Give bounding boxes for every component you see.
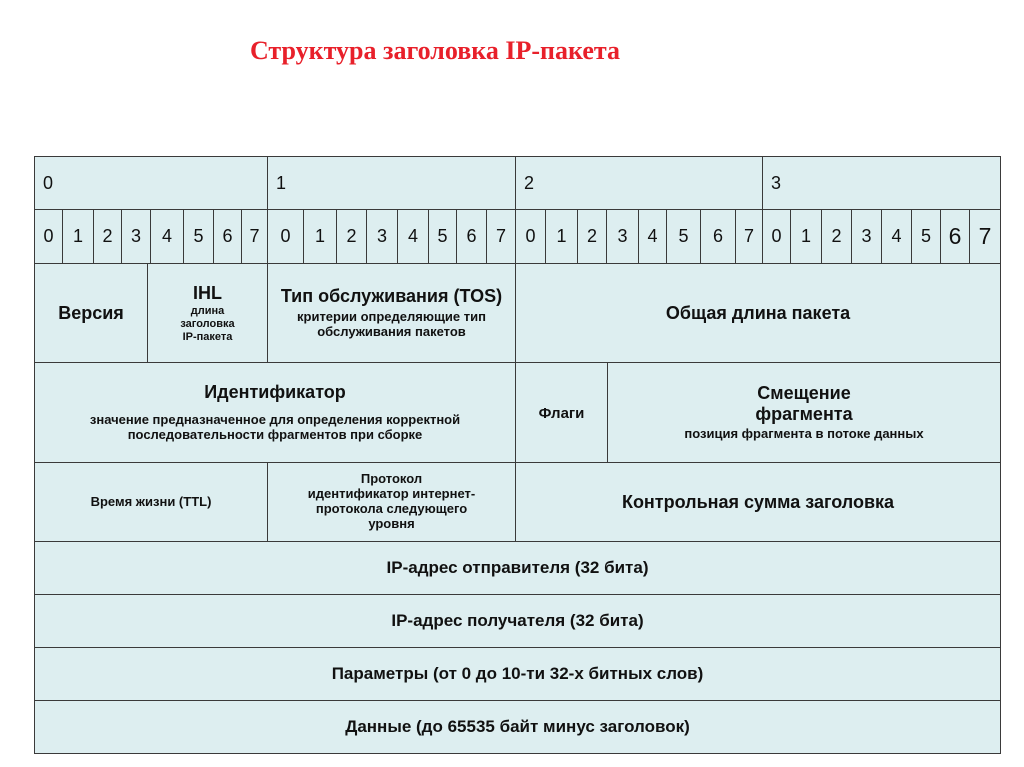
bit-1-0: 0 [267,209,304,264]
field-identifier: Идентификатор значение предназначенное для определения корректной последовательности фрагментов при сборке [34,362,516,463]
field-protocol [267,462,516,542]
bit-2-5: 5 [666,209,701,264]
bit-1-5: 5 [428,209,457,264]
field-source-address: IP-адрес отправителя (32 бита) [34,541,1001,595]
page-title: Структура заголовка IP-пакета [250,36,620,65]
ihl-sub-1: длина [190,305,225,318]
bit-3-2: 2 [821,209,852,264]
byte-3: 3 [762,156,1001,210]
field-options: Параметры (от 0 до 10-ти 32-х битных слов) [34,647,1001,701]
bit-0-4: 4 [150,209,184,264]
byte-1: 1 [267,156,516,210]
bit-3-1: 1 [790,209,822,264]
bit-3-7: 7 [969,209,1001,264]
bit-2-3: 3 [606,209,639,264]
bit-0-1: 1 [62,209,94,264]
field-flags: Флаги [515,362,608,463]
bit-3-3: 3 [851,209,882,264]
byte-2: 2 [515,156,763,210]
ihl-sub-3: IP-пакета [182,330,233,343]
bit-0-0: 0 [34,209,63,264]
bit-2-7: 7 [735,209,763,264]
bit-0-6: 6 [213,209,242,264]
protocol-line-3: протокола следующего [315,501,468,516]
field-fragment-offset: Смещение фрагмента позиция фрагмента в потоке данных [607,362,1001,463]
ihl-sub-2: заголовка [180,318,235,331]
bit-1-1: 1 [303,209,337,264]
bit-1-6: 6 [456,209,487,264]
bit-2-0: 0 [515,209,546,264]
protocol-line-2: идентификатор интернет- [307,486,476,502]
field-ihl: IHL длина заголовка IP-пакета [147,263,268,363]
bit-2-6: 6 [700,209,736,264]
bit-3-5: 5 [911,209,941,264]
field-version: Версия [34,263,148,363]
bit-1-2: 2 [336,209,367,264]
protocol-line-1: Протокол [360,471,423,487]
field-ttl: Время жизни (TTL) [34,462,268,542]
bit-3-0: 0 [762,209,791,264]
bit-3-4: 4 [881,209,912,264]
field-checksum: Контрольная сумма заголовка [515,462,1001,542]
bit-0-5: 5 [183,209,214,264]
ip-header-diagram [34,156,1001,754]
bit-1-7: 7 [486,209,516,264]
bit-0-7: 7 [241,209,268,264]
field-data: Данные (до 65535 байт минус заголовок) [34,700,1001,754]
bit-2-1: 1 [545,209,578,264]
field-total-length: Общая длина пакета [515,263,1001,363]
byte-0: 0 [34,156,268,210]
bit-1-4: 4 [397,209,429,264]
bit-0-3: 3 [121,209,151,264]
bit-2-4: 4 [638,209,667,264]
bit-2-2: 2 [577,209,607,264]
protocol-line-4: уровня [368,515,415,531]
field-tos: Тип обслуживания (TOS) критерии определяющие тип обслуживания пакетов [267,263,516,363]
bit-0-2: 2 [93,209,122,264]
bit-3-6: 6 [940,209,970,264]
bit-1-3: 3 [366,209,398,264]
field-destination-address: IP-адрес получателя (32 бита) [34,594,1001,648]
